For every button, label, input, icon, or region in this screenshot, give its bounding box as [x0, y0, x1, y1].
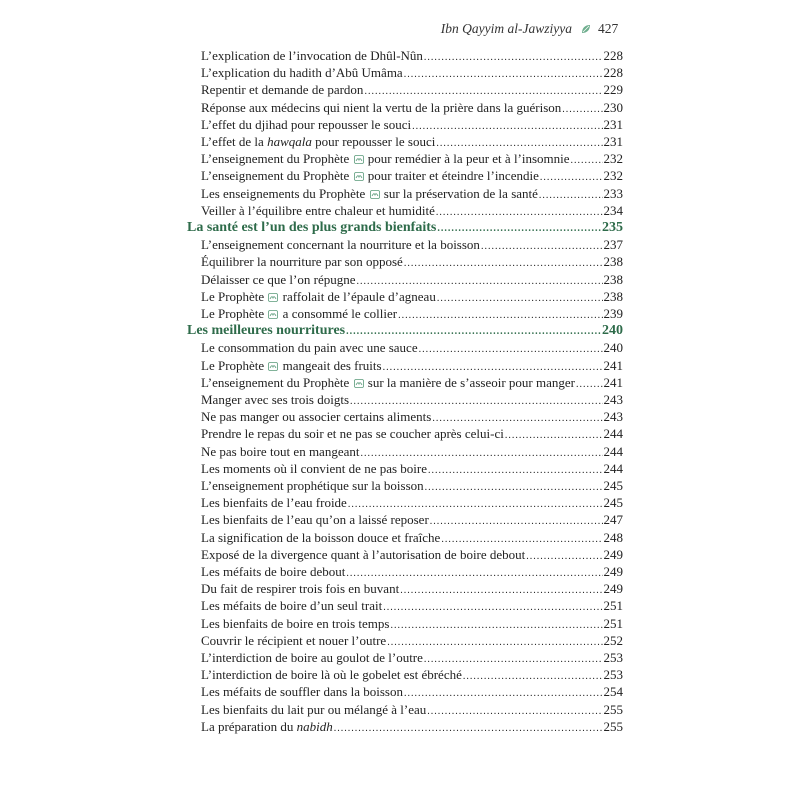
- toc-entry-title: [201, 185, 538, 202]
- title-text: Exposé de la divergence quant à l’autorisation de boire debout: [201, 546, 526, 562]
- toc-entry-title: [201, 615, 389, 632]
- toc-entry: [201, 202, 623, 219]
- title-text: Équilibrer la nourriture par son opposé: [201, 254, 403, 270]
- toc-entry: [201, 408, 623, 425]
- title-text: Manger avec ses trois doigts: [201, 392, 350, 407]
- page-number: 427: [598, 21, 619, 36]
- toc-page-number: 240: [602, 323, 623, 339]
- toc-page-number: 238: [603, 288, 623, 304]
- toc-entry-title: [201, 81, 363, 98]
- title-text: a consommé le collier: [279, 306, 398, 321]
- title-text: L’enseignement prophétique sur la boisson: [201, 478, 424, 493]
- toc-entry: [201, 511, 623, 528]
- toc-entry-title: [201, 460, 427, 477]
- title-text: Les bienfaits de l’eau froide: [201, 495, 347, 511]
- title-text: Le Prophète: [201, 306, 268, 321]
- leaf-ornament-icon: [580, 23, 592, 35]
- title-text: mangeait des fruits: [279, 357, 382, 373]
- toc-entry-title: [201, 64, 403, 81]
- toc-page-number: 255: [603, 718, 623, 734]
- toc-entry: [201, 477, 623, 494]
- toc-entry-title: [201, 253, 403, 270]
- toc-page-number: 237: [603, 237, 623, 253]
- toc-entry: [201, 718, 623, 735]
- toc-page-number: 249: [603, 581, 623, 597]
- toc-page-number: 243: [603, 409, 623, 425]
- title-text: Les méfaits de souffler dans la boisson: [201, 684, 403, 700]
- title-text: Délaisser ce que l’on répugne: [201, 271, 356, 287]
- toc-page-number: 240: [603, 340, 623, 356]
- toc-entry-title: [201, 494, 347, 511]
- toc-entry-title: [187, 322, 345, 339]
- toc-entry-title: [201, 288, 436, 305]
- toc-entry: [201, 150, 623, 167]
- toc-entry-title: [201, 271, 356, 288]
- title-text: La signification de la boisson douce et fraîche: [201, 529, 441, 545]
- toc-section-heading: [187, 322, 623, 339]
- toc-page-number: 251: [603, 615, 623, 631]
- title-text: L’effet de la: [201, 134, 268, 149]
- toc-entry: [201, 546, 623, 563]
- title-text: Du fait de respirer trois fois en buvant: [201, 581, 400, 597]
- toc-entry: [201, 185, 623, 202]
- title-text: Réponse aux médecins qui nient la vertu de la prière dans la guérison: [201, 99, 562, 115]
- toc-page-number: 253: [603, 650, 623, 665]
- toc-page-number: 235: [602, 220, 623, 235]
- toc-entry: [201, 425, 623, 442]
- toc-page-number: 228: [603, 48, 623, 63]
- toc-page-number: 243: [603, 392, 623, 407]
- title-text: La préparation du: [201, 718, 297, 734]
- toc-entry-title: [201, 339, 418, 356]
- title-text: L’interdiction de boire au goulot de l’outre: [201, 650, 423, 665]
- toc-entry: [201, 116, 623, 133]
- toc-section-heading: [187, 219, 623, 236]
- toc-entry: [201, 443, 623, 460]
- toc-entry: [201, 271, 623, 288]
- title-text: L’enseignement du Prophète: [201, 374, 353, 390]
- toc-entry-title: [201, 511, 429, 528]
- toc-entry: [201, 357, 623, 374]
- toc-page-number: 231: [603, 134, 623, 149]
- title-text: Les bienfaits du lait pur ou mélangé à l’eau: [201, 701, 427, 717]
- title-text: Couvrir le récipient et nouer l’outre: [201, 632, 387, 648]
- toc-entry-title: [201, 150, 570, 167]
- toc-page-number: 241: [603, 374, 623, 390]
- dot-leader: [334, 720, 603, 737]
- toc-entry: [201, 529, 623, 546]
- toc-entry: [201, 339, 623, 356]
- honorific-icon: [354, 168, 364, 177]
- toc-page-number: 232: [603, 151, 623, 167]
- toc-entry-title: [201, 47, 423, 64]
- title-text: L’enseignement du Prophète: [201, 168, 353, 184]
- toc-entry: [201, 305, 623, 322]
- title-text: La santé est l’un des plus grands bienfaits: [187, 220, 437, 235]
- title-text: pour traiter et éteindre l’incendie: [364, 168, 539, 184]
- toc-entry-title: [201, 374, 575, 391]
- toc-page-number: 238: [603, 271, 623, 287]
- toc-page-number: 245: [603, 478, 623, 493]
- toc-entry-title: [201, 718, 333, 735]
- title-text: L’interdiction de boire là où le gobelet est ébréché: [201, 667, 462, 683]
- toc-entry: [201, 580, 623, 597]
- toc-page-number: 254: [603, 684, 623, 700]
- toc-entry: [201, 460, 623, 477]
- toc-entry: [201, 632, 623, 649]
- title-text: Veiller à l’équilibre entre chaleur et humidité: [201, 202, 435, 218]
- toc-entry-title: [201, 597, 382, 614]
- toc-page-number: 232: [603, 168, 623, 184]
- title-text: Les méfaits de boire debout: [201, 564, 346, 579]
- toc-entry-title: [201, 408, 431, 425]
- toc-entry: [201, 597, 623, 614]
- honorific-icon: [354, 375, 364, 384]
- toc-entry-title: [201, 236, 480, 253]
- toc-entry: [201, 615, 623, 632]
- toc-entry-title: [187, 219, 436, 236]
- toc-entry-title: [201, 701, 426, 718]
- toc-entry: [201, 563, 623, 580]
- title-text: Le Prophète: [201, 357, 268, 373]
- toc-page-number: 244: [603, 443, 623, 459]
- toc-entry: [201, 81, 623, 98]
- toc-page-number: 239: [603, 306, 623, 321]
- toc-page-number: 238: [603, 254, 623, 270]
- title-text: Les méfaits de boire d’un seul trait: [201, 598, 383, 614]
- toc-page-number: 249: [603, 564, 623, 579]
- toc-page-number: 234: [603, 202, 623, 218]
- toc-page-number: 230: [603, 99, 623, 115]
- toc-page-number: 245: [603, 495, 623, 511]
- toc-entry: [201, 133, 623, 150]
- toc-entry-title: [201, 202, 435, 219]
- toc-entry-title: [201, 580, 399, 597]
- toc-page-number: 231: [603, 116, 623, 132]
- toc-page-number: 233: [603, 185, 623, 201]
- toc-entry-title: [201, 116, 411, 133]
- toc-entry-title: [201, 477, 424, 494]
- honorific-icon: [268, 306, 278, 315]
- book-title: Ibn Qayyim al-Jawziyya: [440, 21, 572, 36]
- title-text: raffolait de l’épaule d’agneau: [279, 288, 436, 304]
- title-text: Les bienfaits de l’eau qu’on a laissé reposer: [201, 512, 429, 528]
- title-text: L’effet du djihad pour repousser le souci: [201, 116, 412, 132]
- toc-page-number: 252: [603, 632, 623, 648]
- title-text: sur la manière de s’asseoir pour manger: [364, 374, 575, 390]
- italic-term: nabidh: [296, 718, 333, 734]
- toc-page-number: 251: [603, 598, 623, 614]
- running-header: [0, 18, 800, 40]
- title-text: Repentir et demande de pardon: [201, 82, 364, 98]
- toc-entry-title: [201, 391, 349, 408]
- toc-entry: [201, 253, 623, 270]
- title-text: L’explication du hadith d’Abû Umâma: [201, 65, 403, 81]
- toc-entry: [201, 47, 623, 64]
- title-text: Le consommation du pain avec une sauce: [201, 340, 418, 356]
- title-text: L’enseignement concernant la nourriture et la boisson: [201, 237, 480, 253]
- toc-entry-title: [201, 563, 345, 580]
- title-text: Prendre le repas du soir et ne pas se coucher après celui-ci: [201, 426, 504, 442]
- italic-term: hawqala: [267, 134, 312, 149]
- toc-entry-title: [201, 529, 440, 546]
- toc-entry-title: [201, 443, 359, 460]
- toc-entry-title: [201, 357, 382, 374]
- toc-entry: [201, 701, 623, 718]
- toc-entry-title: [201, 99, 561, 116]
- toc-entry-title: [201, 666, 462, 683]
- title-text: Les enseignements du Prophète: [201, 185, 369, 201]
- title-text: Ne pas manger ou associer certains aliments: [201, 409, 432, 425]
- toc-entry: [201, 288, 623, 305]
- toc-page-number: 247: [603, 512, 623, 528]
- toc-entry: [201, 99, 623, 116]
- toc-page-number: 228: [603, 65, 623, 81]
- toc-page-number: 244: [603, 426, 623, 442]
- toc-entry: [201, 167, 623, 184]
- toc-entry-title: [201, 133, 435, 150]
- toc-entry-title: [201, 683, 403, 700]
- toc-entry: [201, 666, 623, 683]
- toc-page-number: 249: [603, 546, 623, 562]
- toc-entry: [201, 683, 623, 700]
- title-text: Les moments où il convient de ne pas boire: [201, 460, 428, 476]
- title-text: L’enseignement du Prophète: [201, 151, 353, 167]
- toc-page-number: 244: [603, 460, 623, 476]
- toc-entry: [201, 236, 623, 253]
- toc-entry: [201, 494, 623, 511]
- toc-entry-title: [201, 425, 504, 442]
- toc-entry: [201, 374, 623, 391]
- toc-entry: [201, 649, 623, 666]
- title-text: Les meilleures nourritures: [187, 323, 346, 339]
- toc-entry-title: [201, 649, 423, 666]
- title-text: pour remédier à la peur et à l’insomnie: [364, 151, 570, 167]
- toc-page-number: 248: [603, 529, 623, 545]
- toc-page-number: 255: [603, 701, 623, 717]
- title-text: Le Prophète: [201, 288, 268, 304]
- toc-page-number: 253: [603, 667, 623, 683]
- honorific-icon: [370, 186, 380, 195]
- title-text: sur la préservation de la santé: [380, 185, 538, 201]
- toc-entry-title: [201, 632, 386, 649]
- toc-entry: [201, 391, 623, 408]
- honorific-icon: [268, 289, 278, 298]
- honorific-icon: [354, 151, 364, 160]
- title-text: Ne pas boire tout en mangeant: [201, 443, 360, 459]
- title-text: L’explication de l’invocation de Dhûl-Nûn: [201, 48, 423, 63]
- honorific-icon: [268, 358, 278, 367]
- toc-entry-title: [201, 305, 397, 322]
- toc-entry-title: [201, 546, 525, 563]
- toc-entry-title: [201, 167, 539, 184]
- toc-entry: [201, 64, 623, 81]
- title-text: Les bienfaits de boire en trois temps: [201, 615, 390, 631]
- title-text: pour repousser le souci: [311, 134, 436, 149]
- dot-leader: [346, 323, 601, 340]
- toc-page-number: 241: [603, 357, 623, 373]
- toc-page-number: 229: [603, 82, 623, 98]
- dot-leader: [437, 220, 601, 237]
